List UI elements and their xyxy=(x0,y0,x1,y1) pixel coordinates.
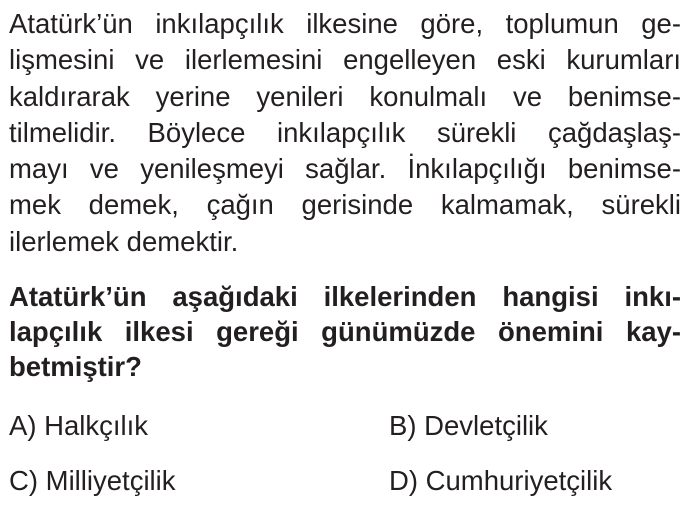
option-c[interactable]: C) Milliyetçilik xyxy=(9,465,176,496)
question-stem xyxy=(9,279,681,384)
passage-line: lişmesini ve ilerlemesini engelleyen eski kurumları xyxy=(9,44,681,76)
passage-line: mayı ve yenileşmeyi sağlar. İnkılapçılığı benimse- xyxy=(9,153,681,185)
question-line: Atatürk’ün aşağıdaki ilkelerinden hangisi inkı- xyxy=(9,281,681,312)
option-d[interactable]: D) Cumhuriyetçilik xyxy=(389,465,613,496)
question-line: betmiştir? xyxy=(9,351,142,382)
option-b[interactable]: B) Devletçilik xyxy=(389,410,548,441)
passage-line: tilmelidir. Böylece inkılapçılık sürekli çağdaşlaş- xyxy=(9,116,681,148)
question-line: lapçılık ilkesi gereği günümüzde önemini kay- xyxy=(9,316,681,347)
passage-line: Atatürk’ün inkılapçılık ilkesine göre, toplumun ge- xyxy=(9,8,681,39)
passage-line: mek demek, çağın gerisinde kalmamak, sürekli xyxy=(9,189,681,221)
option-a[interactable]: A) Halkçılık xyxy=(9,410,149,441)
passage-line: kaldırarak yerine yenileri konulmalı ve benimse- xyxy=(9,80,681,112)
passage-line: ilerlemek demektir. xyxy=(9,225,239,257)
passage-text xyxy=(9,6,681,260)
